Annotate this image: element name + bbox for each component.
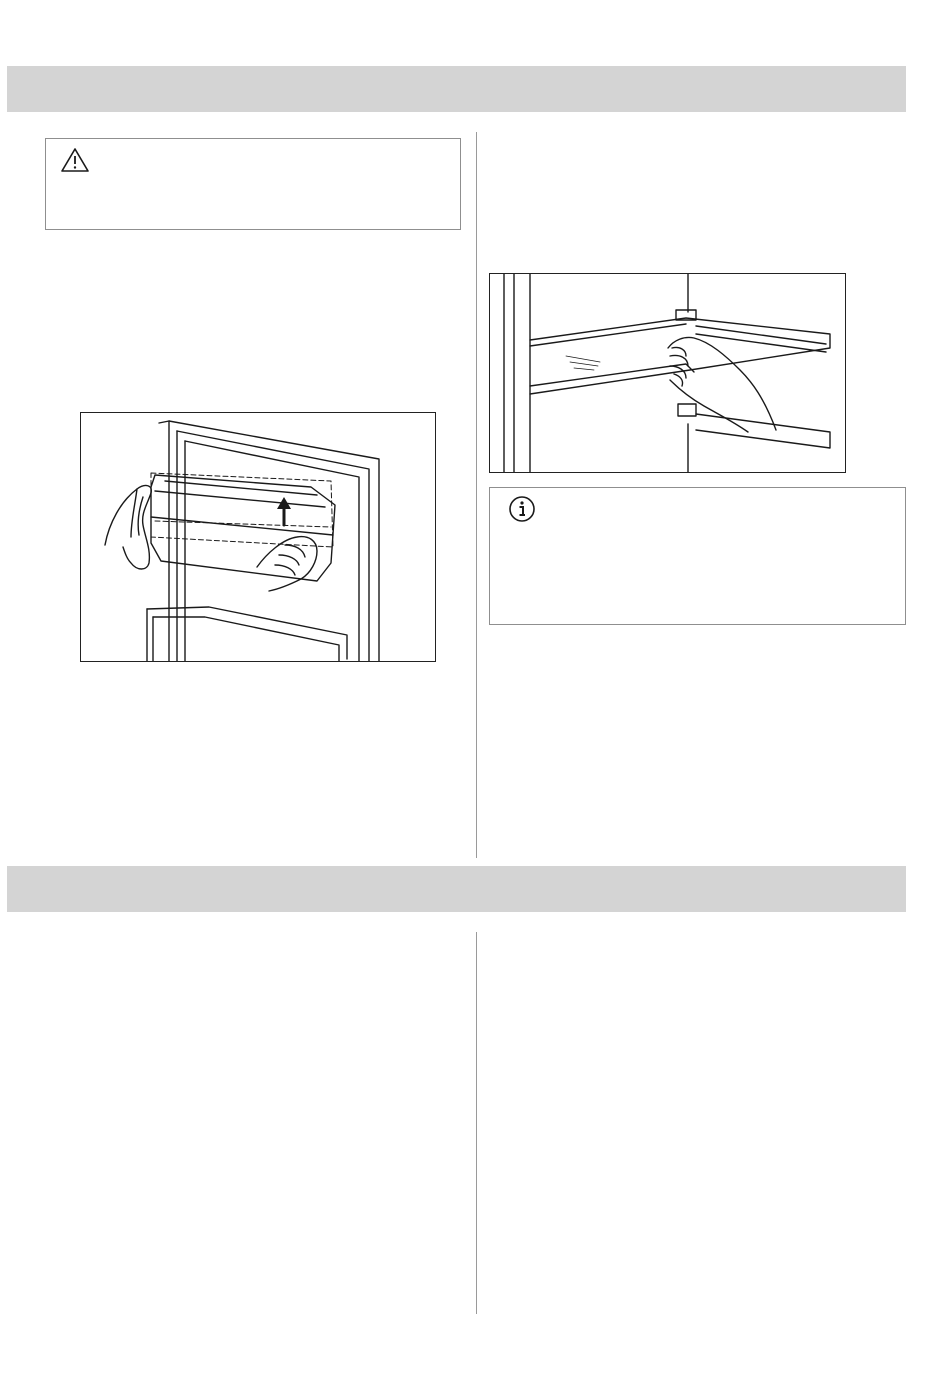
column-divider-top [476, 132, 477, 858]
column-divider-bottom [476, 932, 477, 1314]
warning-triangle-icon [60, 147, 90, 178]
glass-shelf-illustration [489, 273, 846, 473]
info-box [489, 487, 906, 625]
section-header-bar-1 [7, 66, 906, 112]
door-balcony-illustration [80, 412, 436, 662]
warning-box [45, 138, 461, 230]
section-header-bar-2 [7, 866, 906, 912]
info-circle-icon [508, 495, 536, 528]
